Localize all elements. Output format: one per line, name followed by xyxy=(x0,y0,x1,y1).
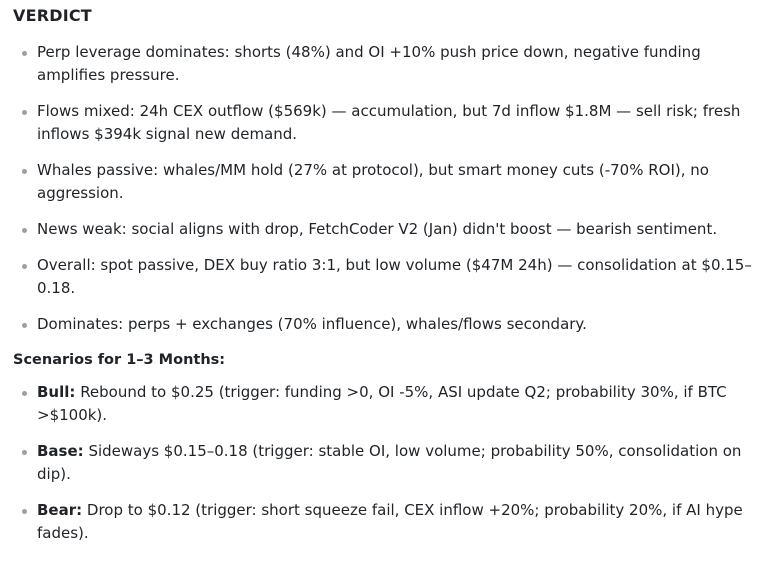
scenario-label: Bear: xyxy=(37,501,83,519)
bullet-icon xyxy=(22,169,27,174)
bullet-icon xyxy=(22,450,27,455)
verdict-item xyxy=(13,218,754,241)
verdict-item-text: Dominates: perps + exchanges (70% influence), whales/flows secondary. xyxy=(37,315,587,333)
verdict-item xyxy=(13,313,754,336)
bullet-icon xyxy=(22,509,27,514)
scenario-item-base xyxy=(13,440,754,486)
scenario-label: Bull: xyxy=(37,383,76,401)
scenarios-list xyxy=(13,381,754,545)
verdict-item xyxy=(13,100,754,146)
scenario-item-bear xyxy=(13,499,754,545)
bullet-icon xyxy=(22,323,27,328)
bullet-icon xyxy=(22,264,27,269)
verdict-item-text: News weak: social aligns with drop, FetchCoder V2 (Jan) didn't boost — bearish sentiment. xyxy=(37,220,718,238)
scenario-item-bull xyxy=(13,381,754,427)
bullet-icon xyxy=(22,110,27,115)
verdict-item-text: Perp leverage dominates: shorts (48%) and OI +10% push price down, negative funding amplifies pressure. xyxy=(37,43,701,84)
verdict-item-text: Flows mixed: 24h CEX outflow ($569k) — accumulation, but 7d inflow $1.8M — sell risk; fresh inflows $394k signal new demand. xyxy=(37,102,741,143)
scenario-label: Base: xyxy=(37,442,84,460)
verdict-item-text: Overall: spot passive, DEX buy ratio 3:1, but low volume ($47M 24h) — consolidation at $0.15–0.18. xyxy=(37,256,752,297)
verdict-item xyxy=(13,159,754,205)
verdict-item-text: Whales passive: whales/MM hold (27% at protocol), but smart money cuts (-70% ROI), no aggression. xyxy=(37,161,709,202)
scenarios-heading: Scenarios for 1–3 Months: xyxy=(13,352,226,368)
scenario-text: Drop to $0.12 (trigger: short squeeze fail, CEX inflow +20%; probability 20%, if AI hype fades). xyxy=(37,501,743,542)
verdict-item xyxy=(13,41,754,87)
scenario-text: Rebound to $0.25 (trigger: funding >0, OI -5%, ASI update Q2; probability 30%, if BTC >$100k). xyxy=(37,383,727,424)
bullet-icon xyxy=(22,228,27,233)
verdict-item xyxy=(13,254,754,300)
verdict-heading: VERDICT xyxy=(13,6,92,25)
scenario-text: Sideways $0.15–0.18 (trigger: stable OI, low volume; probability 50%, consolidation on dip). xyxy=(37,442,742,483)
bullet-icon xyxy=(22,51,27,56)
bullet-icon xyxy=(22,391,27,396)
verdict-list xyxy=(13,41,754,336)
